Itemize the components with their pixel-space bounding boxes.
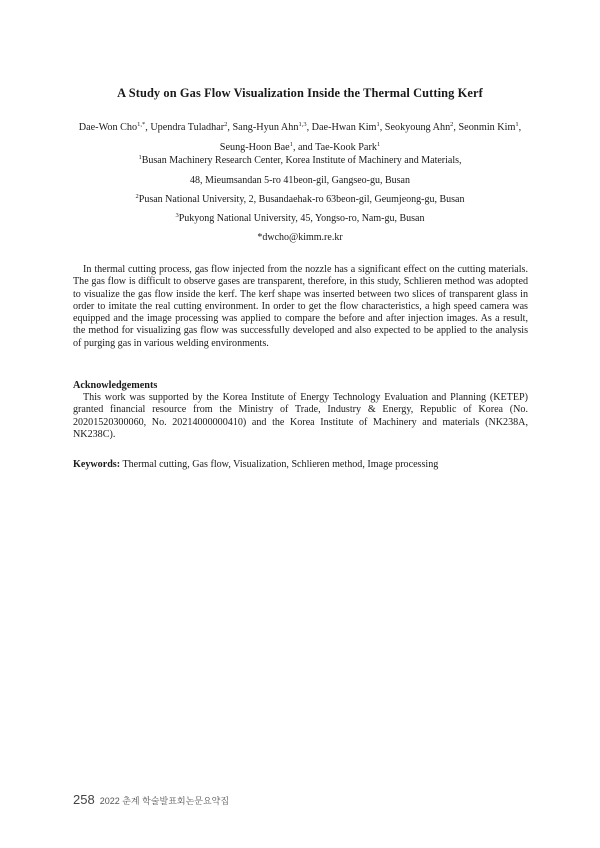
affiliation-1-address: 48, Mieumsandan 5-ro 41beon-gil, Gangseo-gu, Busan bbox=[190, 175, 410, 186]
keywords-label: Keywords: bbox=[73, 459, 121, 470]
corresponding-email: *dwcho@kimm.re.kr bbox=[257, 232, 343, 243]
author: Seung-Hoon Bae$^1$ bbox=[219, 141, 293, 153]
author: Seonmin Kim$^1$ bbox=[458, 121, 519, 133]
acknowledgements-text: This work was supported by the Korea Institute of Energy Technology Evaluation and Planning (KETEP) granted financial resource from the Ministry of Trade, Industry & Energy, Republic of Korea (No. 20201520300060, No. 20214000000410) and the Korea Institute of Machinery and materials (NK238A, NK238C). bbox=[73, 392, 528, 440]
author: Upendra Tuladhar$^2$ bbox=[150, 121, 228, 133]
conference-name: 2022 춘계 학술발표회논문요약집 bbox=[99, 796, 230, 806]
author-list: Dae-Won Cho$^{1,*}$, Upendra Tuladhar$^2$, Sang-Hyun Ahn$^{1,3}$, Dae-Hwan Kim$^1$, Seokyoung Ahn$^2$, Seonmin Kim$^1$, Seung-Hoon Bae$^1$, and Tae-Kook Park$^1$ bbox=[78, 121, 522, 153]
paper-title: A Study on Gas Flow Visualization Inside the Thermal Cutting Kerf bbox=[117, 86, 483, 100]
authors-conjunction: and bbox=[298, 142, 313, 153]
affiliation-2: $^2$Pusan National University, 2, Busandaehak-ro 63beon-gil, Geumjeong-gu, Busan bbox=[135, 193, 465, 205]
author: Seokyoung Ahn$^2$ bbox=[384, 121, 454, 133]
keywords-text: Thermal cutting, Gas flow, Visualization, Schlieren method, Image processing bbox=[122, 459, 439, 470]
author: Sang-Hyun Ahn$^{1,3}$ bbox=[232, 121, 307, 133]
page-footer bbox=[73, 792, 229, 807]
page-number: 258 bbox=[73, 792, 95, 807]
abstract-text: In thermal cutting process, gas flow injected from the nozzle has a significant effect on the cutting materials. The gas flow is difficult to observe gases are transparent, therefore, in this study, Schlieren method was adopted to visualize the gas flow inside the kerf. The kerf shape was inserted between two slices of transparent glass in order to imitate the real cutting environment. In order to get the flow characteristics, a high speed camera was equipped and the image processing was applied to compare the before and after injection images. As a result, the method for visualizing gas flow was successfully developed and also expected to be applied to the analysis of purging gas in various welding environments. bbox=[73, 264, 528, 349]
affiliation-1: $^1$Busan Machinery Research Center, Korea Institute of Machinery and Materials, bbox=[138, 154, 462, 166]
acknowledgements-heading: Acknowledgements bbox=[73, 380, 158, 391]
author: Dae-Won Cho$^{1,*}$ bbox=[78, 121, 146, 133]
affiliation-3: $^3$Pukyong National University, 45, Yongso-ro, Nam-gu, Busan bbox=[175, 212, 425, 224]
author: Tae-Kook Park$^1$ bbox=[315, 141, 381, 153]
keywords bbox=[73, 459, 528, 471]
author: Dae-Hwan Kim$^1$ bbox=[311, 121, 380, 133]
